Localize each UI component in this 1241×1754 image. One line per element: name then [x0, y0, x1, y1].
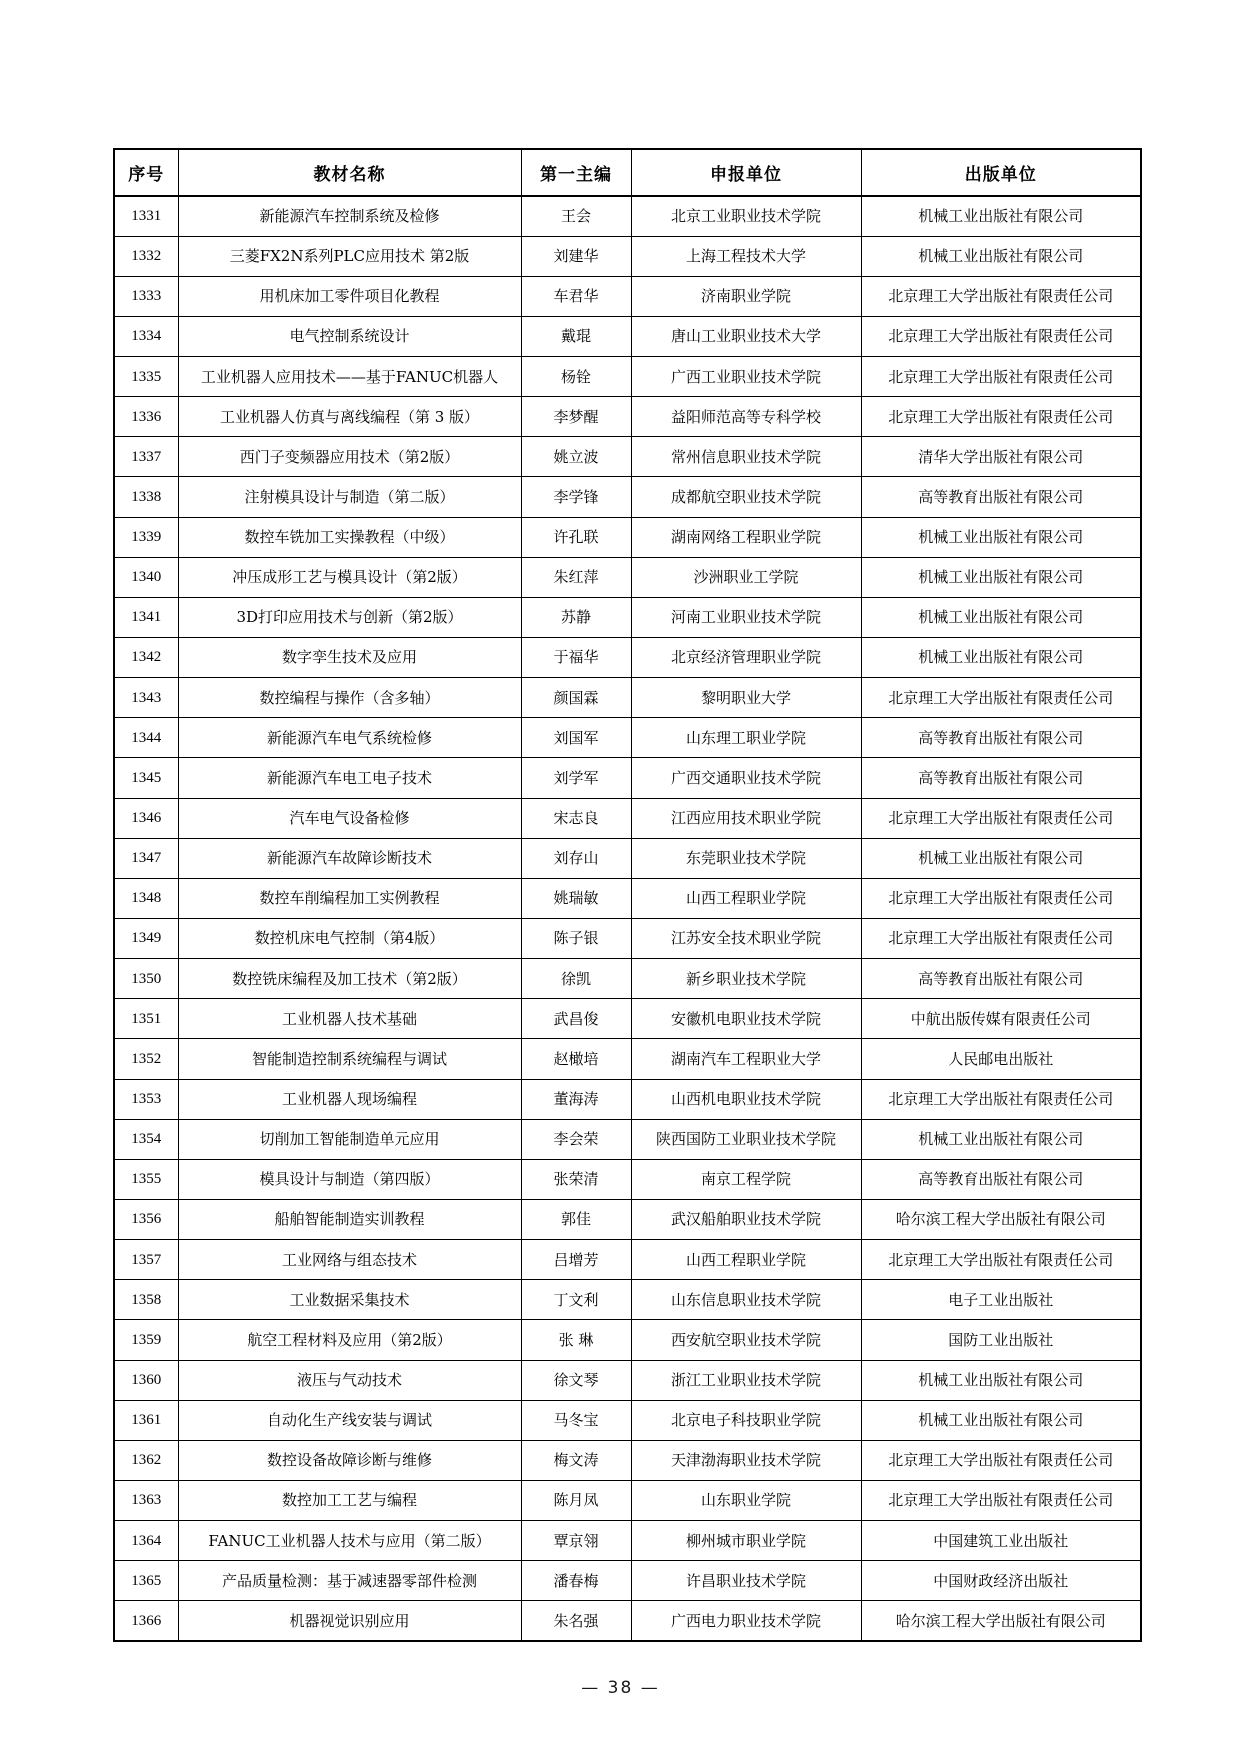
cell-textbook-name: 新能源汽车控制系统及检修	[178, 196, 521, 236]
cell-textbook-name: 数控设备故障诊断与维修	[178, 1440, 521, 1480]
cell-serial-number: 1351	[114, 999, 178, 1039]
cell-serial-number: 1331	[114, 196, 178, 236]
cell-first-editor: 张 琳	[521, 1320, 631, 1360]
cell-publisher-unit: 机械工业出版社有限公司	[861, 1360, 1141, 1400]
table-row	[114, 1320, 1141, 1360]
table-row	[114, 1200, 1141, 1240]
cell-textbook-name: 西门子变频器应用技术（第2版）	[178, 437, 521, 477]
header-textbook-name: 教材名称	[178, 149, 521, 196]
cell-applicant-unit: 广西电力职业技术学院	[631, 1601, 861, 1641]
cell-applicant-unit: 浙江工业职业技术学院	[631, 1360, 861, 1400]
cell-publisher-unit: 中国建筑工业出版社	[861, 1521, 1141, 1561]
cell-serial-number: 1357	[114, 1240, 178, 1280]
cell-textbook-name: 自动化生产线安装与调试	[178, 1400, 521, 1440]
cell-textbook-name: 工业机器人技术基础	[178, 999, 521, 1039]
cell-applicant-unit: 黎明职业大学	[631, 678, 861, 718]
cell-serial-number: 1346	[114, 798, 178, 838]
cell-applicant-unit: 北京工业职业技术学院	[631, 196, 861, 236]
cell-applicant-unit: 西安航空职业技术学院	[631, 1320, 861, 1360]
cell-first-editor: 梅文涛	[521, 1440, 631, 1480]
header-serial-number: 序号	[114, 149, 178, 196]
cell-serial-number: 1353	[114, 1079, 178, 1119]
cell-publisher-unit: 国防工业出版社	[861, 1320, 1141, 1360]
cell-publisher-unit: 哈尔滨工程大学出版社有限公司	[861, 1200, 1141, 1240]
cell-first-editor: 刘国军	[521, 718, 631, 758]
cell-serial-number: 1364	[114, 1521, 178, 1561]
header-first-editor: 第一主编	[521, 149, 631, 196]
cell-first-editor: 王会	[521, 196, 631, 236]
cell-publisher-unit: 中航出版传媒有限责任公司	[861, 999, 1141, 1039]
cell-first-editor: 许孔联	[521, 517, 631, 557]
cell-first-editor: 徐文琴	[521, 1360, 631, 1400]
cell-serial-number: 1359	[114, 1320, 178, 1360]
cell-first-editor: 李学锋	[521, 477, 631, 517]
cell-serial-number: 1347	[114, 838, 178, 878]
table-row	[114, 919, 1141, 959]
cell-first-editor: 姚瑞敏	[521, 878, 631, 918]
cell-first-editor: 李梦醒	[521, 397, 631, 437]
cell-publisher-unit: 高等教育出版社有限公司	[861, 959, 1141, 999]
cell-serial-number: 1344	[114, 718, 178, 758]
cell-first-editor: 徐凯	[521, 959, 631, 999]
cell-publisher-unit: 机械工业出版社有限公司	[861, 517, 1141, 557]
cell-first-editor: 陈子银	[521, 919, 631, 959]
cell-textbook-name: 电气控制系统设计	[178, 316, 521, 356]
table-row	[114, 276, 1141, 316]
cell-publisher-unit: 北京理工大学出版社有限责任公司	[861, 357, 1141, 397]
cell-first-editor: 杨铨	[521, 357, 631, 397]
table-row	[114, 1079, 1141, 1119]
cell-applicant-unit: 天津渤海职业技术学院	[631, 1440, 861, 1480]
cell-publisher-unit: 北京理工大学出版社有限责任公司	[861, 316, 1141, 356]
cell-applicant-unit: 山西工程职业学院	[631, 1240, 861, 1280]
cell-publisher-unit: 机械工业出版社有限公司	[861, 1400, 1141, 1440]
table-row	[114, 1159, 1141, 1199]
table-row	[114, 758, 1141, 798]
cell-first-editor: 丁文利	[521, 1280, 631, 1320]
cell-first-editor: 李会荣	[521, 1119, 631, 1159]
table-row	[114, 557, 1141, 597]
cell-textbook-name: 船舶智能制造实训教程	[178, 1200, 521, 1240]
cell-first-editor: 姚立波	[521, 437, 631, 477]
table-row	[114, 1280, 1141, 1320]
table-row	[114, 798, 1141, 838]
cell-applicant-unit: 武汉船舶职业技术学院	[631, 1200, 861, 1240]
cell-serial-number: 1355	[114, 1159, 178, 1199]
cell-first-editor: 覃京翎	[521, 1521, 631, 1561]
cell-first-editor: 董海涛	[521, 1079, 631, 1119]
cell-applicant-unit: 江苏安全技术职业学院	[631, 919, 861, 959]
table-row	[114, 878, 1141, 918]
cell-first-editor: 潘春梅	[521, 1561, 631, 1601]
cell-publisher-unit: 北京理工大学出版社有限责任公司	[861, 878, 1141, 918]
cell-publisher-unit: 北京理工大学出版社有限责任公司	[861, 276, 1141, 316]
cell-serial-number: 1365	[114, 1561, 178, 1601]
cell-publisher-unit: 机械工业出版社有限公司	[861, 597, 1141, 637]
cell-serial-number: 1343	[114, 678, 178, 718]
table-header-row	[114, 149, 1141, 196]
cell-first-editor: 刘建华	[521, 236, 631, 276]
cell-serial-number: 1341	[114, 597, 178, 637]
cell-textbook-name: 冲压成形工艺与模具设计（第2版）	[178, 557, 521, 597]
cell-first-editor: 吕增芳	[521, 1240, 631, 1280]
cell-textbook-name: 工业数据采集技术	[178, 1280, 521, 1320]
cell-textbook-name: 工业机器人现场编程	[178, 1079, 521, 1119]
cell-textbook-name: 工业网络与组态技术	[178, 1240, 521, 1280]
table-row	[114, 397, 1141, 437]
table-row	[114, 357, 1141, 397]
cell-first-editor: 朱红萍	[521, 557, 631, 597]
cell-serial-number: 1366	[114, 1601, 178, 1641]
cell-serial-number: 1336	[114, 397, 178, 437]
table-row	[114, 959, 1141, 999]
cell-publisher-unit: 北京理工大学出版社有限责任公司	[861, 798, 1141, 838]
cell-publisher-unit: 北京理工大学出版社有限责任公司	[861, 678, 1141, 718]
cell-publisher-unit: 人民邮电出版社	[861, 1039, 1141, 1079]
cell-applicant-unit: 上海工程技术大学	[631, 236, 861, 276]
cell-serial-number: 1356	[114, 1200, 178, 1240]
cell-applicant-unit: 河南工业职业技术学院	[631, 597, 861, 637]
cell-serial-number: 1334	[114, 316, 178, 356]
cell-textbook-name: 液压与气动技术	[178, 1360, 521, 1400]
cell-publisher-unit: 清华大学出版社有限公司	[861, 437, 1141, 477]
cell-publisher-unit: 电子工业出版社	[861, 1280, 1141, 1320]
cell-applicant-unit: 东莞职业技术学院	[631, 838, 861, 878]
cell-textbook-name: 产品质量检测：基于减速器零部件检测	[178, 1561, 521, 1601]
table-row	[114, 718, 1141, 758]
cell-publisher-unit: 高等教育出版社有限公司	[861, 718, 1141, 758]
cell-textbook-name: 注射模具设计与制造（第二版）	[178, 477, 521, 517]
cell-publisher-unit: 高等教育出版社有限公司	[861, 758, 1141, 798]
cell-serial-number: 1363	[114, 1481, 178, 1521]
cell-applicant-unit: 山东理工职业学院	[631, 718, 861, 758]
cell-serial-number: 1362	[114, 1440, 178, 1480]
cell-applicant-unit: 北京经济管理职业学院	[631, 638, 861, 678]
cell-serial-number: 1354	[114, 1119, 178, 1159]
cell-textbook-name: 切削加工智能制造单元应用	[178, 1119, 521, 1159]
cell-applicant-unit: 成都航空职业技术学院	[631, 477, 861, 517]
cell-serial-number: 1358	[114, 1280, 178, 1320]
cell-serial-number: 1348	[114, 878, 178, 918]
header-applicant-unit: 申报单位	[631, 149, 861, 196]
cell-applicant-unit: 常州信息职业技术学院	[631, 437, 861, 477]
cell-applicant-unit: 广西工业职业技术学院	[631, 357, 861, 397]
cell-first-editor: 于福华	[521, 638, 631, 678]
cell-serial-number: 1338	[114, 477, 178, 517]
cell-textbook-name: FANUC工业机器人技术与应用（第二版）	[178, 1521, 521, 1561]
cell-applicant-unit: 益阳师范高等专科学校	[631, 397, 861, 437]
table-row	[114, 678, 1141, 718]
table-row	[114, 1561, 1141, 1601]
cell-serial-number: 1361	[114, 1400, 178, 1440]
cell-textbook-name: 工业机器人仿真与离线编程（第 3 版）	[178, 397, 521, 437]
cell-first-editor: 郭佳	[521, 1200, 631, 1240]
cell-applicant-unit: 湖南网络工程职业学院	[631, 517, 861, 557]
table-row	[114, 1601, 1141, 1641]
cell-first-editor: 宋志良	[521, 798, 631, 838]
table-row	[114, 1440, 1141, 1480]
table-row	[114, 638, 1141, 678]
cell-applicant-unit: 山东信息职业技术学院	[631, 1280, 861, 1320]
cell-publisher-unit: 机械工业出版社有限公司	[861, 838, 1141, 878]
page-number: — 38 —	[581, 1678, 660, 1698]
table-row	[114, 1481, 1141, 1521]
table-row	[114, 838, 1141, 878]
cell-publisher-unit: 哈尔滨工程大学出版社有限公司	[861, 1601, 1141, 1641]
table-row	[114, 1119, 1141, 1159]
table-row	[114, 1521, 1141, 1561]
cell-first-editor: 苏静	[521, 597, 631, 637]
cell-publisher-unit: 北京理工大学出版社有限责任公司	[861, 919, 1141, 959]
cell-applicant-unit: 唐山工业职业技术大学	[631, 316, 861, 356]
table-row	[114, 316, 1141, 356]
cell-publisher-unit: 高等教育出版社有限公司	[861, 1159, 1141, 1199]
cell-applicant-unit: 陕西国防工业职业技术学院	[631, 1119, 861, 1159]
cell-publisher-unit: 机械工业出版社有限公司	[861, 557, 1141, 597]
cell-serial-number: 1349	[114, 919, 178, 959]
cell-applicant-unit: 许昌职业技术学院	[631, 1561, 861, 1601]
cell-textbook-name: 数控车削编程加工实例教程	[178, 878, 521, 918]
cell-textbook-name: 新能源汽车电气系统检修	[178, 718, 521, 758]
table-row	[114, 1240, 1141, 1280]
cell-textbook-name: 数控加工工艺与编程	[178, 1481, 521, 1521]
cell-first-editor: 武昌俊	[521, 999, 631, 1039]
cell-textbook-name: 数控铣床编程及加工技术（第2版）	[178, 959, 521, 999]
table-row	[114, 236, 1141, 276]
table-row	[114, 517, 1141, 557]
cell-applicant-unit: 沙洲职业工学院	[631, 557, 861, 597]
cell-textbook-name: 机器视觉识别应用	[178, 1601, 521, 1641]
cell-textbook-name: 工业机器人应用技术——基于FANUC机器人	[178, 357, 521, 397]
cell-publisher-unit: 北京理工大学出版社有限责任公司	[861, 1079, 1141, 1119]
cell-first-editor: 颜国霖	[521, 678, 631, 718]
cell-first-editor: 刘存山	[521, 838, 631, 878]
cell-serial-number: 1342	[114, 638, 178, 678]
cell-serial-number: 1360	[114, 1360, 178, 1400]
cell-applicant-unit: 湖南汽车工程职业大学	[631, 1039, 861, 1079]
table-row	[114, 1360, 1141, 1400]
cell-first-editor: 戴琨	[521, 316, 631, 356]
cell-publisher-unit: 机械工业出版社有限公司	[861, 1119, 1141, 1159]
cell-textbook-name: 新能源汽车电工电子技术	[178, 758, 521, 798]
cell-publisher-unit: 北京理工大学出版社有限责任公司	[861, 1481, 1141, 1521]
cell-publisher-unit: 机械工业出版社有限公司	[861, 236, 1141, 276]
cell-applicant-unit: 济南职业学院	[631, 276, 861, 316]
table-row	[114, 597, 1141, 637]
cell-textbook-name: 模具设计与制造（第四版）	[178, 1159, 521, 1199]
table-row	[114, 999, 1141, 1039]
table-body	[114, 196, 1141, 1641]
cell-applicant-unit: 南京工程学院	[631, 1159, 861, 1199]
cell-textbook-name: 汽车电气设备检修	[178, 798, 521, 838]
cell-textbook-name: 数控编程与操作（含多轴）	[178, 678, 521, 718]
cell-serial-number: 1333	[114, 276, 178, 316]
header-publisher-unit: 出版单位	[861, 149, 1141, 196]
cell-textbook-name: 用机床加工零件项目化教程	[178, 276, 521, 316]
cell-applicant-unit: 江西应用技术职业学院	[631, 798, 861, 838]
textbook-table	[113, 148, 1142, 1642]
cell-textbook-name: 三菱FX2N系列PLC应用技术 第2版	[178, 236, 521, 276]
cell-textbook-name: 数字孪生技术及应用	[178, 638, 521, 678]
cell-textbook-name: 数控车铣加工实操教程（中级）	[178, 517, 521, 557]
cell-applicant-unit: 新乡职业技术学院	[631, 959, 861, 999]
cell-textbook-name: 数控机床电气控制（第4版）	[178, 919, 521, 959]
cell-first-editor: 陈月凤	[521, 1481, 631, 1521]
cell-applicant-unit: 广西交通职业技术学院	[631, 758, 861, 798]
cell-applicant-unit: 安徽机电职业技术学院	[631, 999, 861, 1039]
cell-publisher-unit: 北京理工大学出版社有限责任公司	[861, 1240, 1141, 1280]
cell-publisher-unit: 北京理工大学出版社有限责任公司	[861, 397, 1141, 437]
cell-serial-number: 1335	[114, 357, 178, 397]
table-row	[114, 477, 1141, 517]
cell-publisher-unit: 中国财政经济出版社	[861, 1561, 1141, 1601]
cell-applicant-unit: 山西工程职业学院	[631, 878, 861, 918]
cell-serial-number: 1332	[114, 236, 178, 276]
cell-applicant-unit: 山西机电职业技术学院	[631, 1079, 861, 1119]
cell-serial-number: 1350	[114, 959, 178, 999]
cell-publisher-unit: 机械工业出版社有限公司	[861, 638, 1141, 678]
cell-applicant-unit: 北京电子科技职业学院	[631, 1400, 861, 1440]
cell-publisher-unit: 高等教育出版社有限公司	[861, 477, 1141, 517]
cell-serial-number: 1345	[114, 758, 178, 798]
cell-serial-number: 1339	[114, 517, 178, 557]
cell-first-editor: 车君华	[521, 276, 631, 316]
cell-first-editor: 张荣清	[521, 1159, 631, 1199]
cell-first-editor: 刘学军	[521, 758, 631, 798]
cell-textbook-name: 航空工程材料及应用（第2版）	[178, 1320, 521, 1360]
cell-textbook-name: 新能源汽车故障诊断技术	[178, 838, 521, 878]
cell-publisher-unit: 机械工业出版社有限公司	[861, 196, 1141, 236]
cell-publisher-unit: 北京理工大学出版社有限责任公司	[861, 1440, 1141, 1480]
table-row	[114, 437, 1141, 477]
table-row	[114, 1400, 1141, 1440]
cell-applicant-unit: 山东职业学院	[631, 1481, 861, 1521]
cell-first-editor: 朱名强	[521, 1601, 631, 1641]
cell-serial-number: 1340	[114, 557, 178, 597]
cell-first-editor: 赵橄培	[521, 1039, 631, 1079]
table-row	[114, 196, 1141, 236]
table-row	[114, 1039, 1141, 1079]
cell-first-editor: 马冬宝	[521, 1400, 631, 1440]
cell-serial-number: 1337	[114, 437, 178, 477]
cell-applicant-unit: 柳州城市职业学院	[631, 1521, 861, 1561]
cell-textbook-name: 3D打印应用技术与创新（第2版）	[178, 597, 521, 637]
cell-textbook-name: 智能制造控制系统编程与调试	[178, 1039, 521, 1079]
cell-serial-number: 1352	[114, 1039, 178, 1079]
